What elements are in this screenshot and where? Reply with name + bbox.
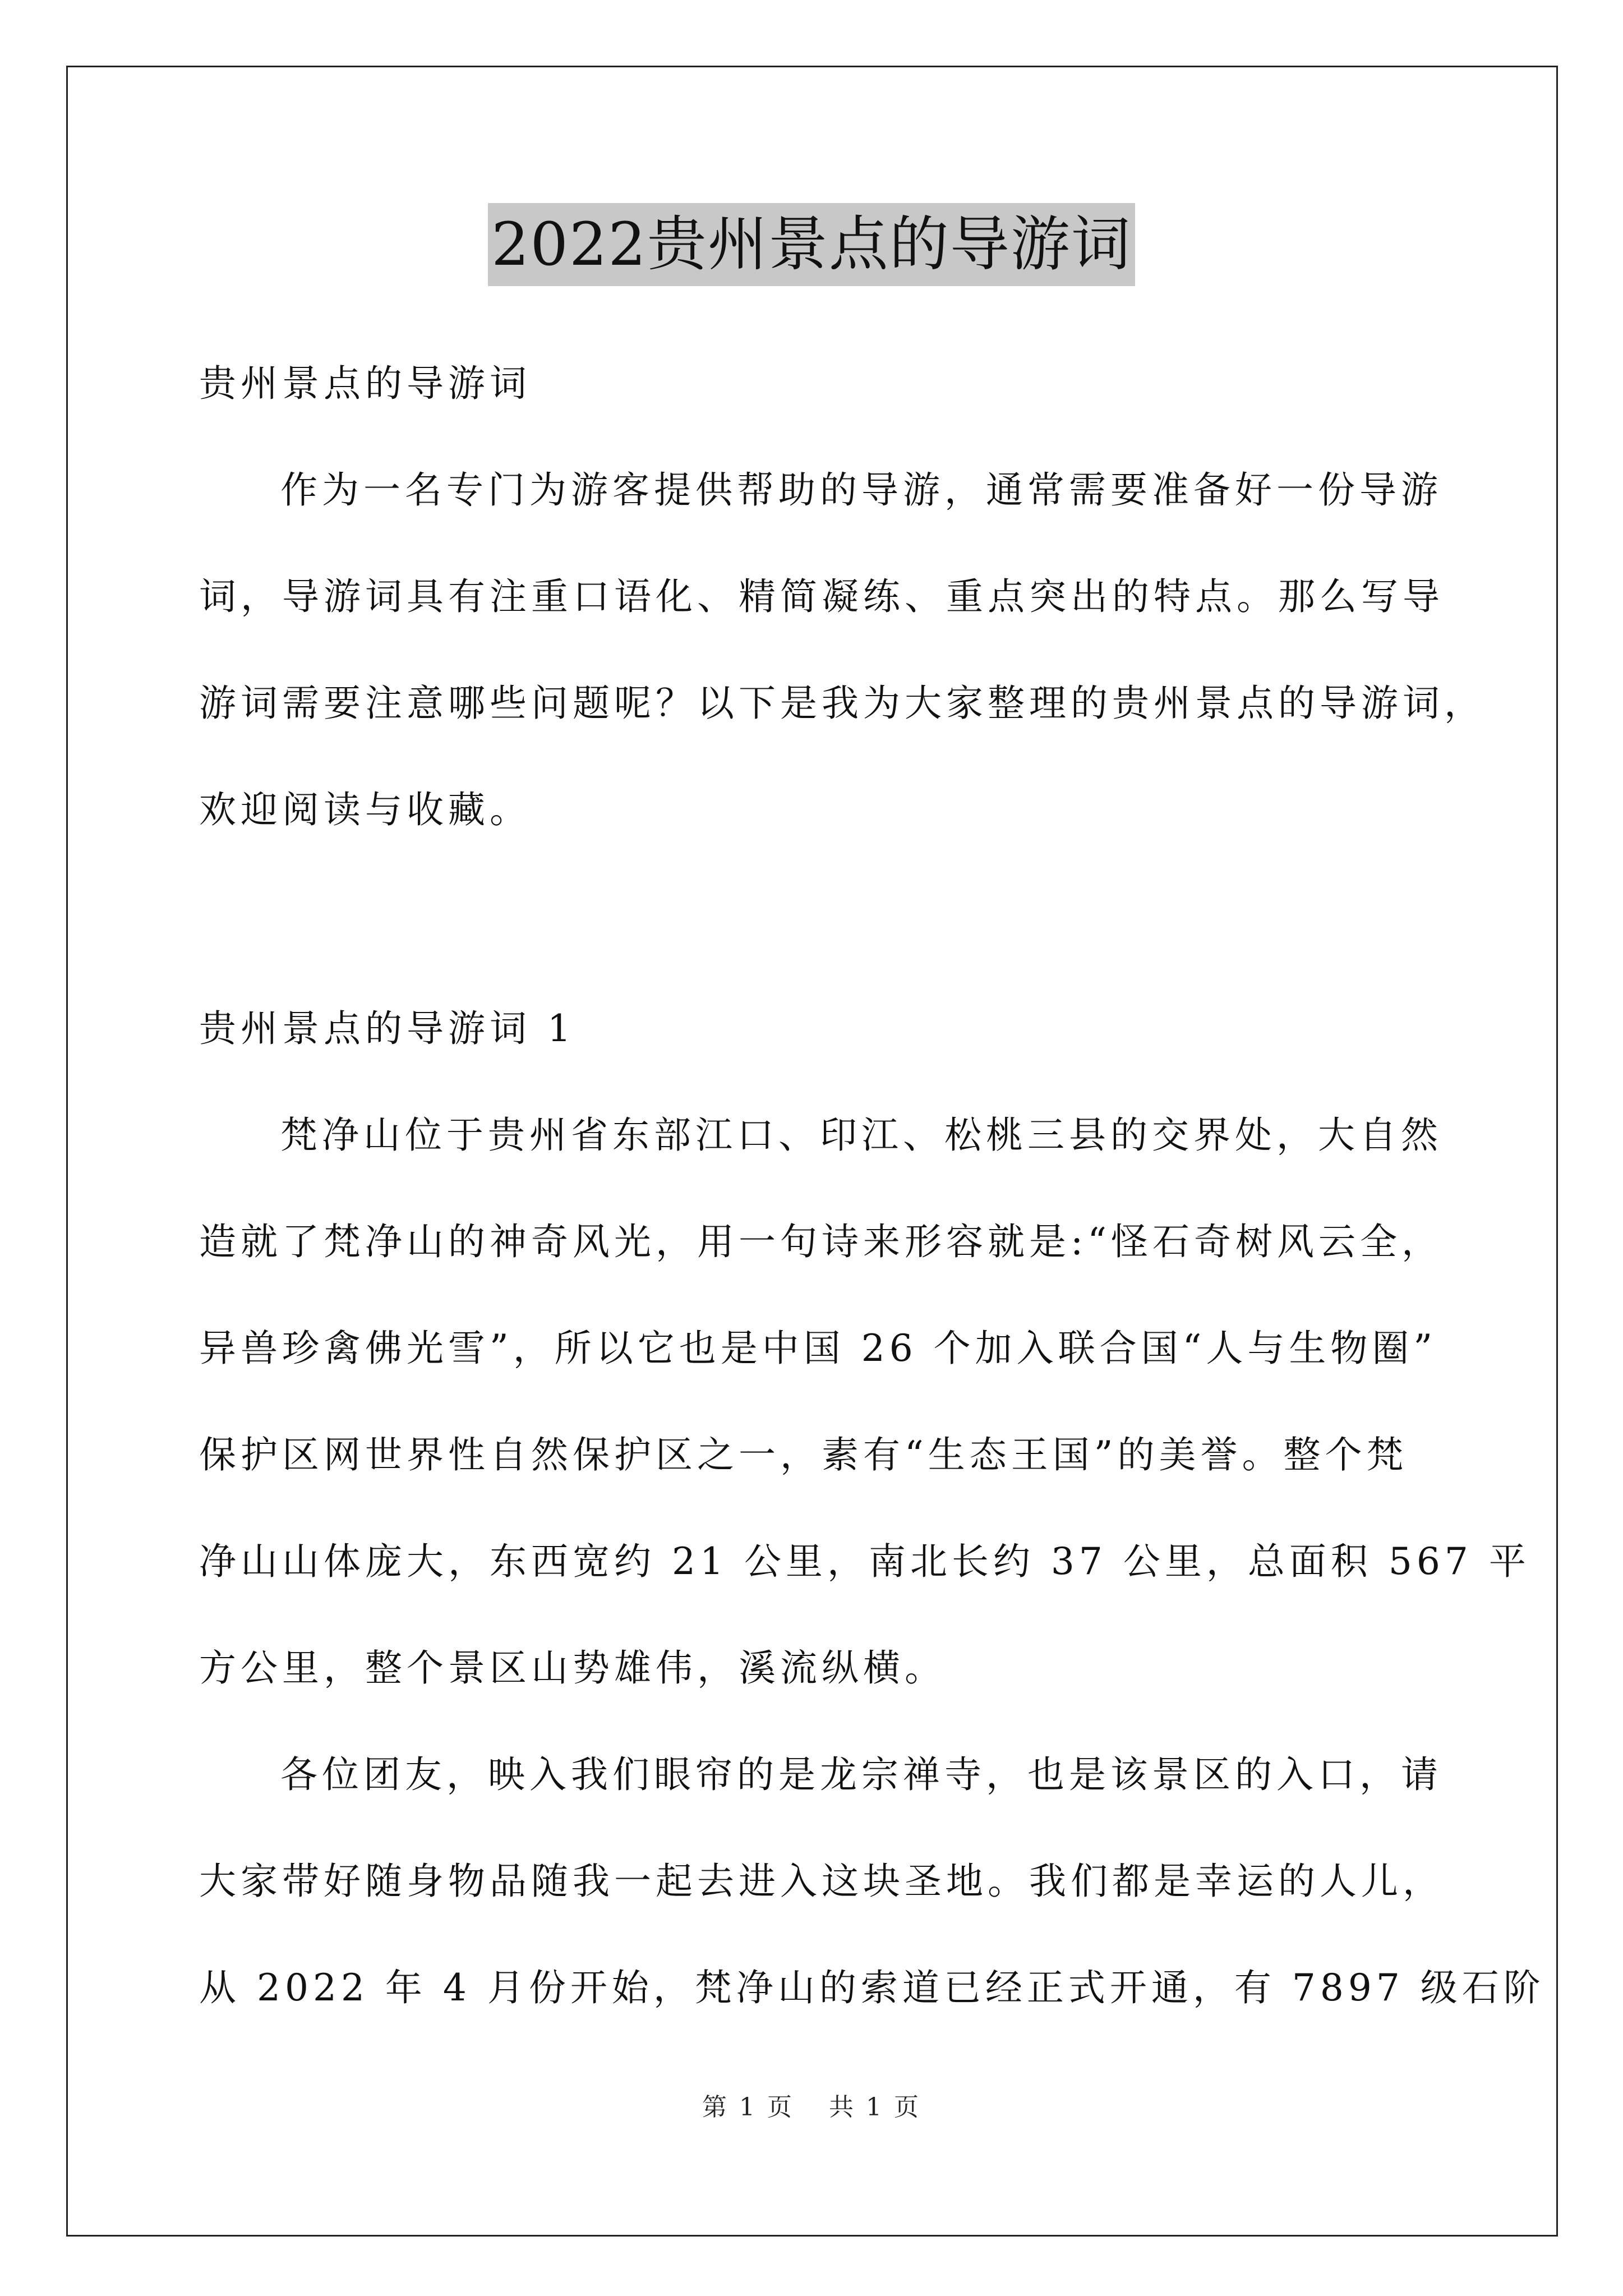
title-container — [0, 203, 1623, 286]
paragraph-line: 方公里，整个景区山势雄伟，溪流纵横。 — [199, 1646, 946, 1690]
paragraph-line: 梵净山位于贵州省东部江口、印江、松桃三县的交界处，大自然 — [280, 1114, 1442, 1157]
paragraph-line: 保护区网世界性自然保护区之一，素有“生态王国”的美誉。整个梵 — [199, 1433, 1408, 1476]
intro-line: 欢迎阅读与收藏。 — [199, 788, 531, 831]
intro-line: 游词需要注意哪些问题呢？以下是我为大家整理的贵州景点的导游词， — [199, 682, 1486, 725]
section-heading: 贵州景点的导游词 1 — [199, 1007, 575, 1050]
paragraph-line: 净山山体庞大，东西宽约 21 公里，南北长约 37 公里，总面积 567 平 — [199, 1540, 1530, 1583]
page-total: 共 1 页 — [829, 2093, 921, 2122]
paragraph-line: 各位团友，映入我们眼帘的是龙宗禅寺，也是该景区的入口，请 — [280, 1753, 1442, 1796]
intro-line: 词，导游词具有注重口语化、精简凝练、重点突出的特点。那么写导 — [199, 575, 1444, 618]
paragraph-line: 异兽珍禽佛光雪”，所以它也是中国 26 个加入联合国“人与生物圈” — [199, 1327, 1437, 1370]
paragraph-line: 从 2022 年 4 月份开始，梵净山的索道已经正式开通，有 7897 级石阶 — [199, 1966, 1545, 2009]
intro-line: 作为一名专门为游客提供帮助的导游，通常需要准备好一份导游 — [280, 468, 1442, 512]
paragraph-line: 大家带好随身物品随我一起去进入这块圣地。我们都是幸运的人儿， — [199, 1860, 1444, 1903]
page-number: 第 1 页 — [702, 2093, 794, 2122]
document-title: 2022贵州景点的导游词 — [488, 203, 1135, 286]
page-footer — [0, 2087, 1623, 2123]
paragraph-line: 造就了梵净山的神奇风光，用一句诗来形容就是:“怪石奇树风云全， — [199, 1220, 1443, 1263]
subtitle: 贵州景点的导游词 — [199, 362, 531, 405]
